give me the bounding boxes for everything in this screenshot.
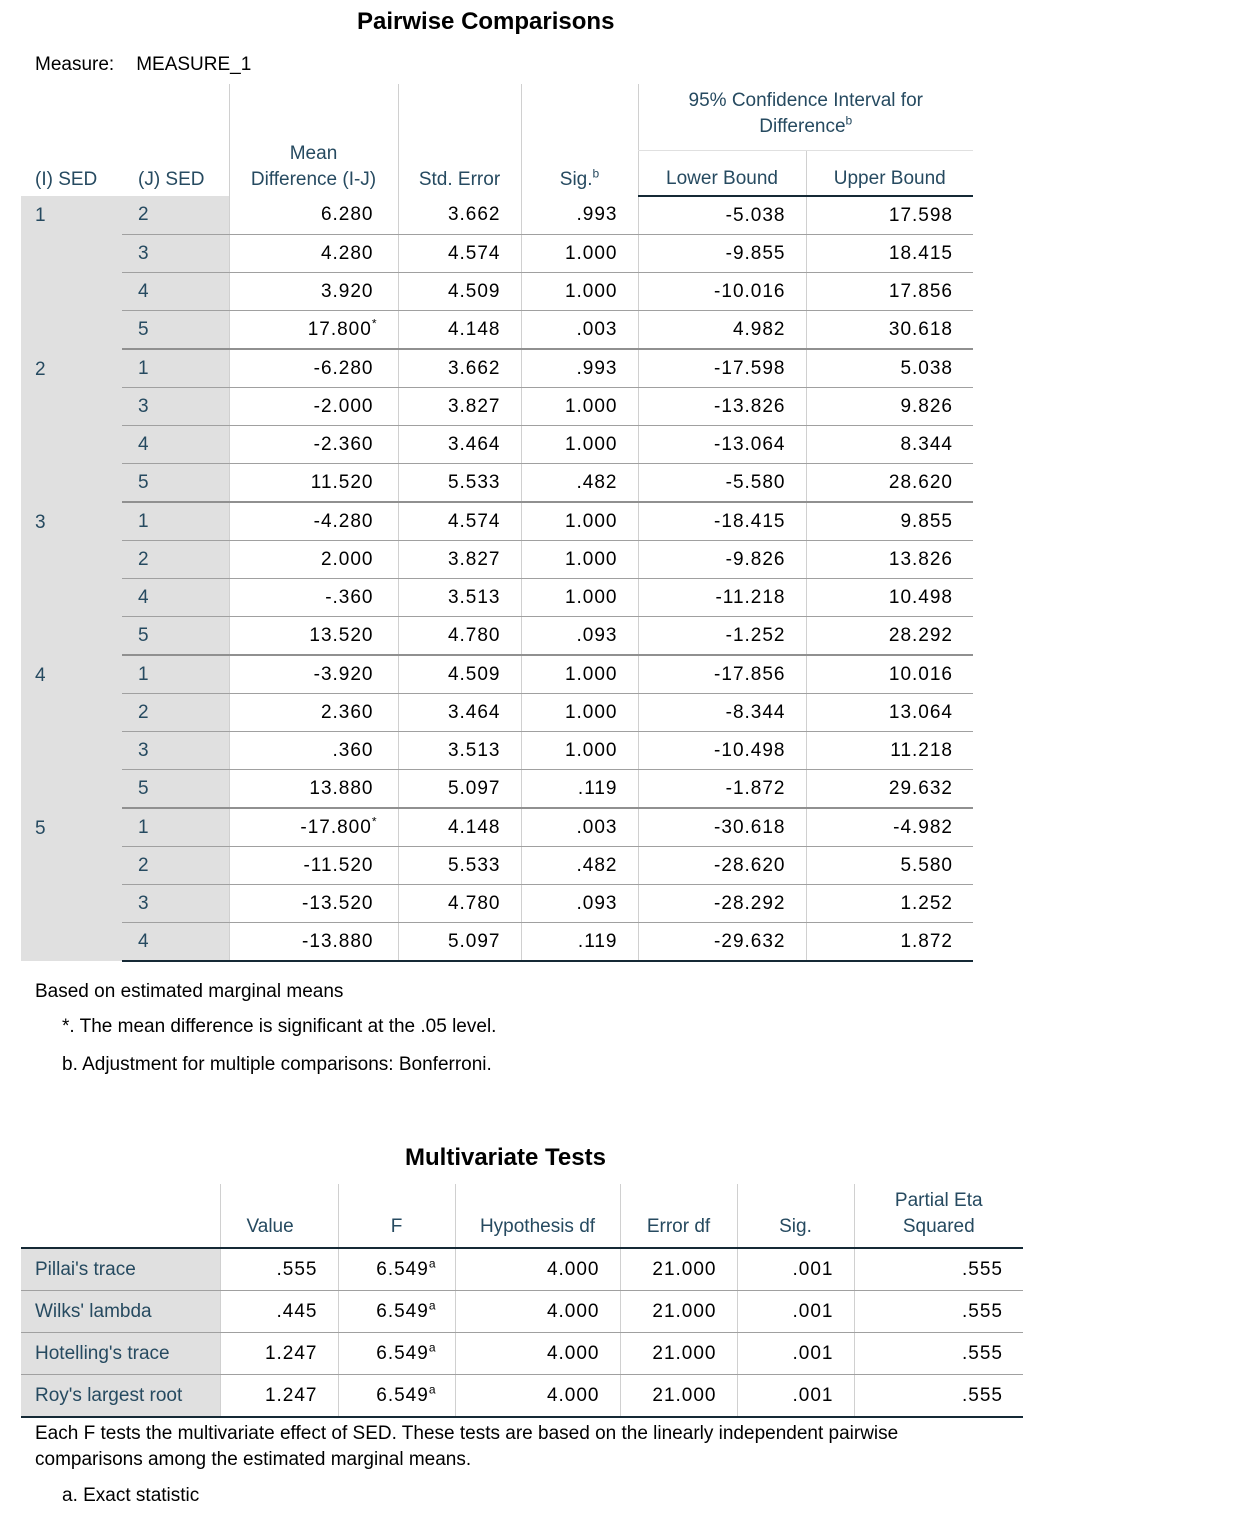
cell-mean-difference [229,694,398,732]
cell-error-df: 21.000 [620,1248,737,1291]
measure-line [35,54,251,76]
cell-error-df: 21.000 [620,1291,737,1333]
cell-std-error: 3.513 [398,732,521,770]
mean-difference-value: -.360 [325,586,374,608]
cell-upper-bound: 17.856 [806,273,973,311]
cell-std-error: 4.509 [398,655,521,694]
cell-value: 1.247 [220,1333,338,1375]
cell-value: 1.247 [220,1375,338,1418]
cell-std-error: 3.827 [398,541,521,579]
table-row [21,885,973,923]
table-row [21,579,973,617]
cell-std-error: 3.513 [398,579,521,617]
cell-mean-difference [229,196,398,235]
cell-hypothesis-df: 4.000 [455,1248,620,1291]
cell-sig: .001 [737,1333,854,1375]
cell-std-error: 4.574 [398,235,521,273]
cell-value: .555 [220,1248,338,1291]
cell-std-error: 3.662 [398,196,521,235]
cell-std-error: 4.780 [398,885,521,923]
row-j-sed: 1 [122,502,229,541]
cell-sig: .093 [521,617,638,656]
row-label: Roy's largest root [21,1375,220,1418]
table-row [21,426,973,464]
table-row [21,1375,1023,1418]
cell-upper-bound: 9.855 [806,502,973,541]
cell-sig: .993 [521,196,638,235]
cell-mean-difference [229,502,398,541]
table-row [21,694,973,732]
row-j-sed: 2 [122,694,229,732]
cell-std-error: 4.780 [398,617,521,656]
row-j-sed: 1 [122,655,229,694]
cell-lower-bound: -5.580 [638,464,806,503]
multivariate-note-exact: a. Exact statistic [62,1485,200,1506]
mean-difference-value: .360 [332,739,374,761]
table-row [21,311,973,350]
cell-mean-difference [229,541,398,579]
exact-statistic-mark: a [428,1340,437,1355]
significance-mark: * [371,316,378,331]
cell-std-error: 5.533 [398,464,521,503]
cell-f [338,1375,455,1418]
cell-sig: .093 [521,885,638,923]
cell-mean-difference [229,847,398,885]
cell-upper-bound: -4.982 [806,808,973,847]
cell-upper-bound: 9.826 [806,388,973,426]
row-j-sed: 2 [122,196,229,235]
mean-difference-value: 13.880 [309,777,374,799]
cell-upper-bound: 30.618 [806,311,973,350]
cell-upper-bound: 29.632 [806,770,973,809]
mean-difference-value: -2.000 [313,395,374,417]
mean-difference-value: 2.000 [320,548,374,570]
cell-std-error: 5.533 [398,847,521,885]
row-i-sed: 4 [21,655,122,808]
mean-difference-value: -17.800 [300,816,372,838]
table-row [21,655,973,694]
header-lower-bound: Lower Bound [638,150,806,196]
header-error-df: Error df [620,1184,737,1248]
mean-difference-value: -3.920 [313,663,374,685]
pairwise-note-significance: *. The mean difference is significant at the .05 level. [62,1016,497,1037]
cell-lower-bound: -29.632 [638,923,806,962]
cell-sig: 1.000 [521,694,638,732]
header-partial-eta: Partial Eta Squared [854,1184,1023,1248]
cell-upper-bound: 18.415 [806,235,973,273]
cell-error-df: 21.000 [620,1333,737,1375]
mean-difference-value: 17.800 [307,318,372,340]
cell-std-error: 4.509 [398,273,521,311]
row-label: Hotelling's trace [21,1333,220,1375]
f-value: 6.549 [376,1342,429,1364]
header-sig-footnote: b [592,166,600,181]
table-row [21,923,973,962]
cell-lower-bound: -1.872 [638,770,806,809]
mean-difference-value: -13.520 [302,892,374,914]
cell-sig: .001 [737,1375,854,1418]
mean-difference-value: 6.280 [320,204,374,225]
row-i-sed: 1 [21,196,122,349]
cell-sig: .001 [737,1291,854,1333]
cell-upper-bound: 5.038 [806,349,973,388]
cell-upper-bound: 1.872 [806,923,973,962]
cell-lower-bound: -30.618 [638,808,806,847]
cell-upper-bound: 8.344 [806,426,973,464]
cell-lower-bound: -18.415 [638,502,806,541]
table-row [21,808,973,847]
header-row-label [21,1184,220,1248]
cell-sig: .482 [521,464,638,503]
cell-sig: 1.000 [521,273,638,311]
table-row [21,502,973,541]
measure-value: MEASURE_1 [136,54,252,75]
row-j-sed: 1 [122,349,229,388]
table-row [21,235,973,273]
cell-lower-bound: 4.982 [638,311,806,350]
cell-sig: .993 [521,349,638,388]
cell-mean-difference [229,426,398,464]
cell-lower-bound: -9.855 [638,235,806,273]
pairwise-note-adjustment: b. Adjustment for multiple comparisons: Bonferroni. [62,1054,492,1075]
header-f: F [338,1184,455,1248]
table-row [21,1333,1023,1375]
cell-mean-difference [229,923,398,962]
cell-lower-bound: -13.826 [638,388,806,426]
cell-sig: 1.000 [521,541,638,579]
cell-std-error: 5.097 [398,923,521,962]
cell-sig: 1.000 [521,426,638,464]
table-row [21,388,973,426]
cell-lower-bound: -17.598 [638,349,806,388]
mean-difference-value: 4.280 [320,242,374,264]
cell-sig: .003 [521,808,638,847]
cell-error-df: 21.000 [620,1375,737,1418]
cell-mean-difference [229,808,398,847]
row-j-sed: 2 [122,541,229,579]
cell-lower-bound: -1.252 [638,617,806,656]
header-mv-sig: Sig. [737,1184,854,1248]
cell-std-error: 3.464 [398,426,521,464]
cell-sig: 1.000 [521,502,638,541]
pairwise-title: Pairwise Comparisons [357,8,615,35]
header-hypothesis-df: Hypothesis df [455,1184,620,1248]
f-value: 6.549 [376,1384,429,1406]
table-row [21,349,973,388]
cell-upper-bound: 13.064 [806,694,973,732]
cell-mean-difference [229,388,398,426]
table-row [21,273,973,311]
cell-value: .445 [220,1291,338,1333]
cell-hypothesis-df: 4.000 [455,1375,620,1418]
cell-sig: 1.000 [521,655,638,694]
mean-difference-value: 11.520 [310,471,374,493]
multivariate-title: Multivariate Tests [405,1144,606,1171]
mean-difference-value: -2.360 [313,433,374,455]
cell-partial-eta: .555 [854,1333,1023,1375]
cell-lower-bound: -13.064 [638,426,806,464]
cell-partial-eta: .555 [854,1291,1023,1333]
cell-upper-bound: 13.826 [806,541,973,579]
cell-std-error: 3.662 [398,349,521,388]
cell-sig: 1.000 [521,235,638,273]
table-row [21,847,973,885]
cell-mean-difference [229,273,398,311]
cell-std-error: 4.148 [398,311,521,350]
cell-mean-difference [229,464,398,503]
header-ci-label: 95% Confidence Interval for Difference [688,90,923,137]
mean-difference-value: -11.520 [303,854,374,876]
header-j-sed: (J) SED [138,169,205,190]
cell-mean-difference [229,235,398,273]
cell-sig: 1.000 [521,579,638,617]
header-sig [521,84,638,196]
mean-difference-value: -13.880 [302,930,374,952]
cell-partial-eta: .555 [854,1248,1023,1291]
cell-mean-difference [229,311,398,350]
row-j-sed: 3 [122,388,229,426]
header-ci-footnote: b [845,113,853,128]
mean-difference-value: 2.360 [320,701,374,723]
cell-lower-bound: -10.016 [638,273,806,311]
cell-std-error: 4.148 [398,808,521,847]
cell-lower-bound: -9.826 [638,541,806,579]
cell-sig: .482 [521,847,638,885]
pairwise-note-basis: Based on estimated marginal means [35,981,344,1002]
table-row [21,464,973,503]
row-j-sed: 5 [122,770,229,809]
cell-hypothesis-df: 4.000 [455,1333,620,1375]
pairwise-table-body [21,196,973,961]
row-j-sed: 2 [122,847,229,885]
header-std-error: Std. Error [398,84,521,196]
cell-upper-bound: 5.580 [806,847,973,885]
cell-mean-difference [229,579,398,617]
exact-statistic-mark: a [428,1298,437,1313]
cell-upper-bound: 17.598 [806,196,973,235]
cell-lower-bound: -10.498 [638,732,806,770]
cell-hypothesis-df: 4.000 [455,1291,620,1333]
row-i-sed: 2 [21,349,122,502]
header-i-sed: (I) SED [35,169,98,190]
table-row [21,1291,1023,1333]
cell-partial-eta: .555 [854,1375,1023,1418]
mean-difference-value: 13.520 [309,624,374,646]
exact-statistic-mark: a [428,1256,437,1271]
cell-mean-difference [229,617,398,656]
cell-mean-difference [229,885,398,923]
cell-std-error: 3.827 [398,388,521,426]
cell-lower-bound: -28.620 [638,847,806,885]
row-j-sed: 3 [122,732,229,770]
cell-sig: 1.000 [521,732,638,770]
cell-lower-bound: -17.856 [638,655,806,694]
cell-sig: .001 [737,1248,854,1291]
cell-std-error: 3.464 [398,694,521,732]
cell-f [338,1291,455,1333]
header-value: Value [220,1184,338,1248]
cell-mean-difference [229,770,398,809]
cell-sig: 1.000 [521,388,638,426]
row-j-sed: 4 [122,273,229,311]
cell-std-error: 4.574 [398,502,521,541]
cell-upper-bound: 10.498 [806,579,973,617]
table-row [21,770,973,809]
cell-upper-bound: 11.218 [806,732,973,770]
multivariate-note-description: Each F tests the multivariate effect of SED. These tests are based on the linearly independent pairwise comparisons among the estimated marginal means. [35,1423,899,1470]
row-j-sed: 3 [122,235,229,273]
f-value: 6.549 [376,1300,429,1322]
cell-f [338,1248,455,1291]
row-label: Wilks' lambda [21,1291,220,1333]
row-j-sed: 3 [122,885,229,923]
cell-sig: .119 [521,770,638,809]
cell-lower-bound: -8.344 [638,694,806,732]
row-j-sed: 4 [122,579,229,617]
cell-f [338,1333,455,1375]
row-j-sed: 1 [122,808,229,847]
table-row [21,617,973,656]
row-i-sed: 5 [21,808,122,961]
significance-mark: * [371,814,378,829]
exact-statistic-mark: a [428,1382,437,1397]
cell-upper-bound: 1.252 [806,885,973,923]
cell-lower-bound: -5.038 [638,196,806,235]
table-row [21,196,973,235]
row-i-sed: 3 [21,502,122,655]
cell-lower-bound: -28.292 [638,885,806,923]
cell-mean-difference [229,655,398,694]
cell-sig: .003 [521,311,638,350]
row-j-sed: 5 [122,617,229,656]
multivariate-table [21,1184,1023,1418]
row-j-sed: 5 [122,464,229,503]
header-mean-difference: Mean Difference (I-J) [229,84,398,196]
f-value: 6.549 [376,1258,429,1280]
cell-sig: .119 [521,923,638,962]
cell-upper-bound: 28.292 [806,617,973,656]
table-row [21,1248,1023,1291]
row-j-sed: 5 [122,311,229,350]
header-sig-label: Sig. [559,169,593,190]
header-confidence-interval [638,84,973,150]
table-row [21,541,973,579]
cell-upper-bound: 28.620 [806,464,973,503]
cell-std-error: 5.097 [398,770,521,809]
mean-difference-value: -4.280 [313,510,374,532]
cell-lower-bound: -11.218 [638,579,806,617]
row-label: Pillai's trace [21,1248,220,1291]
pairwise-table [21,84,973,962]
cell-mean-difference [229,349,398,388]
cell-mean-difference [229,732,398,770]
table-row [21,732,973,770]
mean-difference-value: 3.920 [320,280,374,302]
cell-upper-bound: 10.016 [806,655,973,694]
measure-label: Measure: [35,54,115,75]
mean-difference-value: -6.280 [313,357,374,379]
header-upper-bound: Upper Bound [806,150,973,196]
row-j-sed: 4 [122,923,229,962]
multivariate-table-body [21,1248,1023,1417]
row-j-sed: 4 [122,426,229,464]
